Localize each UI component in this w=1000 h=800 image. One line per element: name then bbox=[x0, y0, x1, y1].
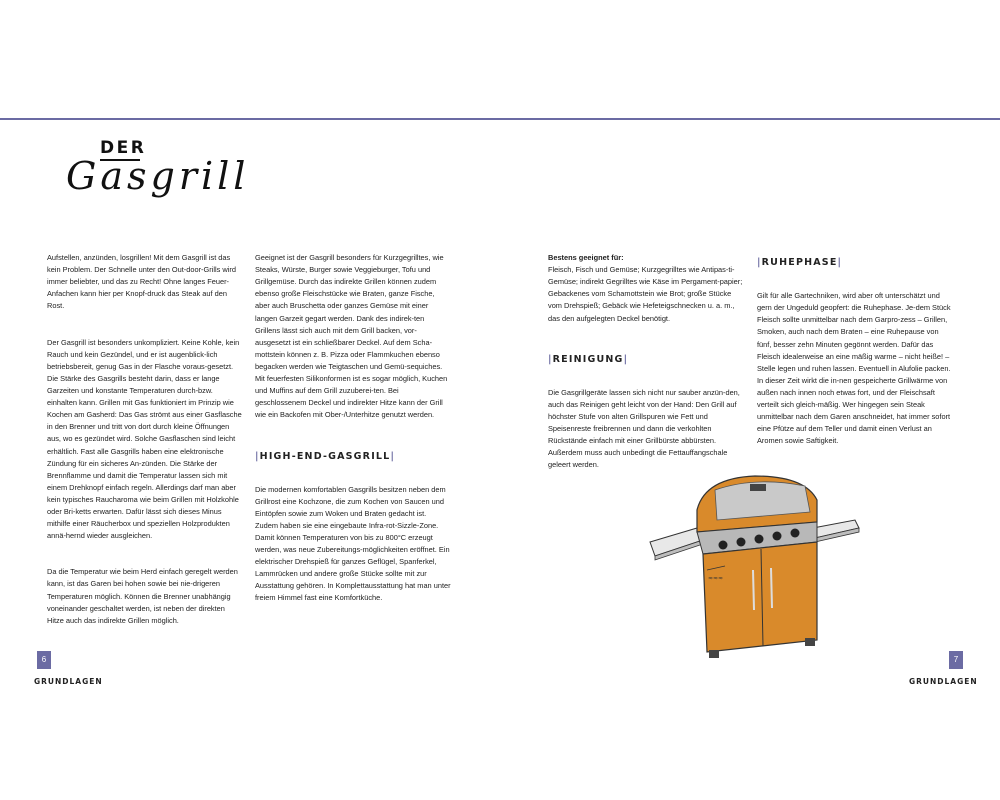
section-heading-reinigung: |REINIGUNG| bbox=[548, 353, 629, 365]
footer-label-left: GRUNDLAGEN bbox=[34, 677, 103, 686]
title-script: Gasgrill bbox=[66, 154, 250, 198]
column-4 bbox=[757, 240, 955, 472]
top-accent-rule bbox=[0, 118, 1000, 120]
paragraph: Die Gasgrillgeräte lassen sich nicht nur sauber anzün-den, auch das Reinigen geht leicht von der Hand: Den Grill auf höchster Stufe von alten Grillspuren wie Fett und Speisenreste freibrennen und dann die verkohlten Rückstände einfach mit einer Grillbürste abbürsten. Außerdem muss auch unbedingt die Fettauffangschale geleert werden. bbox=[548, 387, 740, 470]
section-heading-high-end: |HIGH-END-GASGRILL| bbox=[255, 450, 396, 462]
title-small: DER bbox=[100, 138, 147, 158]
paragraph: Die modernen komfortablen Gasgrills besitzen neben dem Grillrost eine Kochzone, die zum Kochen von Saucen und Eintöpfen sowie zum Woken und Braten gedacht ist. Zudem haben sie eine eingebaute Infra-rot-Sizzle-Zone. Damit können Temperaturen von bis zu 800°C erzeugt werden, was neue Zubereitungs-möglichkeiten eröffnet. Ein elektrischer Drehspieß für ganzes Geflügel, Spanferkel, Lammrücken und andere große Stücke sollte mit zur Ausstattung gehören. In Komplettausstattung hat man unter freiem Himmel fast eine Komfortküche. bbox=[255, 484, 451, 603]
column-2 bbox=[255, 240, 451, 629]
paragraph: Aufstellen, anzünden, losgrillen! Mit dem Gasgrill ist das kein Problem. Der Schnelle unter den Out-door-Grills wird immer beliebter, und das zu Recht! Ohne langes Feuer-Anfachen kann hier per Knopf-druck das Steak auf den Rost. bbox=[47, 253, 236, 311]
page-number-right: 7 bbox=[949, 651, 963, 669]
bold-lead: Bestens geeignet für: bbox=[548, 253, 624, 263]
paragraph: Bestens geeignet für: Fleisch, Fisch und Gemüse; Kurzgegrilltes wie Antipas-ti-Gemüse; indirekt Gegrilltes wie Käse im Pergament-papier; Gebackenes vom Schamottstein wie Brot; große Stücke vom Drehspieß; Gebäck wie Hefeteigschnecken u. a. m., das den aufgelegten Deckel benötigt. bbox=[548, 253, 743, 323]
page-number-left: 6 bbox=[37, 651, 51, 669]
section-heading-ruhephase: |RUHEPHASE| bbox=[757, 257, 843, 269]
paragraph: Geeignet ist der Gasgrill besonders für Kurzgegrilltes, wie Steaks, Würste, Burger sowie Veggieburger, Tofu und Grillgemüse. Durch das indirekte Grillen können zudem ebenso große Fleischstücke wie Braten, ganze Fische, aber auch Bruschetta oder ganzes Gemüse mit einer langen Garzeit gegart werden. Dank des indirek-ten Grillens lässt sich auch mit dem Grill backen, vor-ausgesetzt ist ein schließbarer Deckel. Auf dem Scha-mottstein können z. B. Pizza oder Flammkuchen ebenso begacken werden wie Teigtaschen und Gemü-sequiches. Mit feuerfesten Silikonformen ist es sogar möglich, Kuchen und Muffins auf dem Grill zuzuberei-ten. Bei geschlossenem Deckel und indirekter Hitze kann der Grill wie ein Backofen mit Ober-/Unterhitze genutzt werden. bbox=[255, 253, 448, 420]
gas-grill-illustration bbox=[645, 470, 860, 665]
paragraph: Da die Temperatur wie beim Herd einfach geregelt werden kann, ist das Garen bei hohen sowie bei nie-drigeren Temperaturen möglich. Können die Brenner unabhängig voneinander geschaltet werden, ist neben der direkten Hitze auch das indirekte Grillen möglich. bbox=[47, 567, 238, 625]
column-3 bbox=[548, 240, 744, 496]
paragraph: Gilt für alle Gartechniken, wird aber oft unterschätzt und gern der Ungeduld geopfert: die Ruhephase. Je-dem Stück Fleisch sollte unmittelbar nach dem Garpro-zess – Grillen, Smoken, auch nach dem Braten – eine Ruhepause von fünf, besser zehn Minuten gegönnt werden. Dafür das Fleisch idealerweise an eine mäßig warme – nicht heiße! – Stelle legen und ruhen lassen. Eventuell in Alufolie packen. In dieser Zeit wirkt die in-nen gespeicherte Grillwärme von außen nach innen noch etwas fort, und der Fleischsaft verteilt sich gleich-mäßig. Wer hingegen sein Steak unmittelbar nach dem Garen anschneidet, hat immer sofort eine Pfütze auf dem Teller und damit einen Verlust an Aromen sowie Saftigkeit. bbox=[757, 291, 951, 446]
footer-label-right: GRUNDLAGEN bbox=[909, 677, 978, 686]
column-1 bbox=[47, 240, 243, 651]
paragraph: Der Gasgrill ist besonders unkompliziert. Keine Kohle, kein Rauch und kein Gezündel, und er ist augenblick-lich betriebsbereit, genug Gas in der Flasche voraus-gesetzt. Die Stärke des Gasgrills besteht darin, dass er lange Garzeiten und konstante Temperaturen durch-bzw. einhalten kann. Grillen mit Gas funktioniert im Prinzip wie Kochen am Gasherd: Das Gas strömt aus einer Gasflasche in den Brenner und tritt von dort durch kleine Öffnungen aus, wo es gezündet wird. Solche Gasflaschen sind leicht erhältlich. Fast alle Gasgrills haben eine elektronische Zündung für ein sicheres An-zünden. Die Stärke der Brennflamme und damit die Temperatur lassen sich mit einem Drehknopf einfach regeln. Allerdings darf man aber kein typisches Raucharoma wie beim Grillen mit Holzkohle oder Bri-ketts erwarten. Dafür lässt sich dieses Minus mithilfe einer Räucherbox und speziellen Holzprodukten annä-hernd wieder ausgleichen. bbox=[47, 337, 242, 541]
svg-text:≈≈≈: ≈≈≈ bbox=[708, 575, 724, 582]
